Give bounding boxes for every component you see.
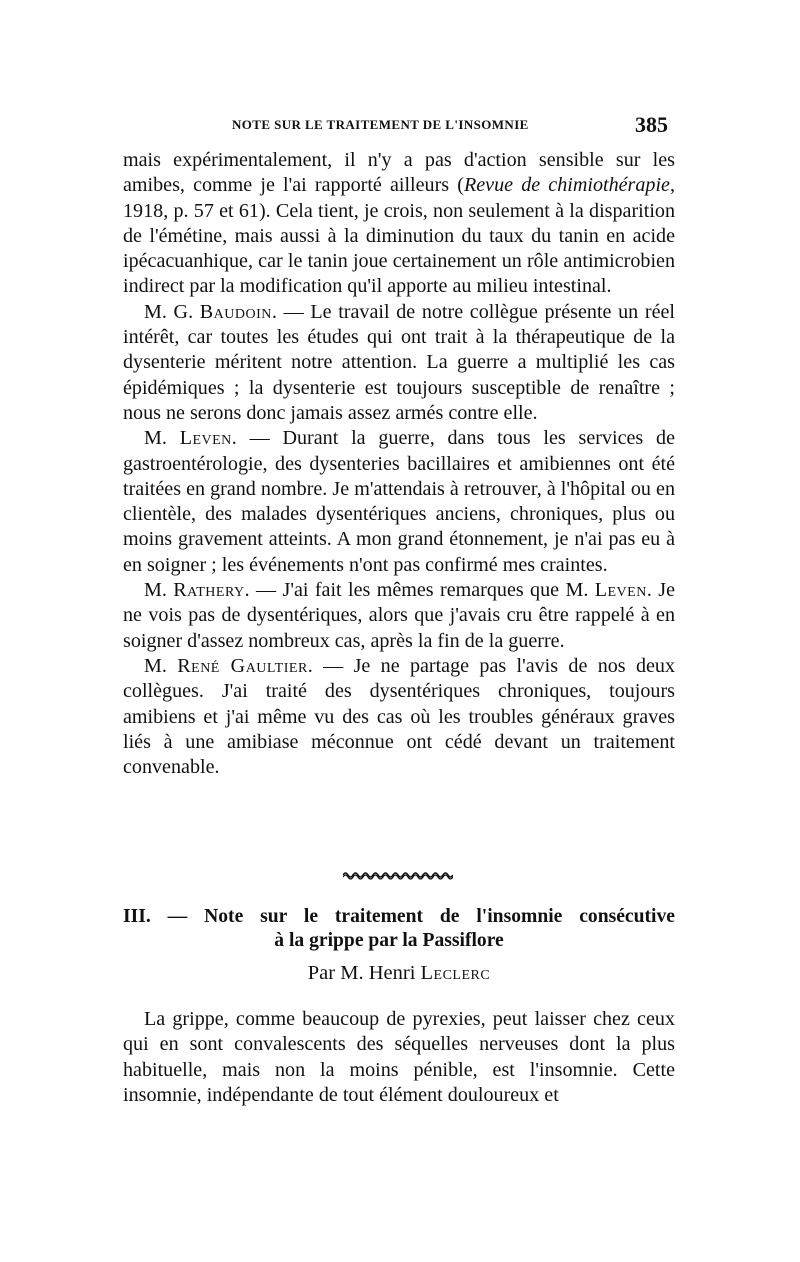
paragraph-baudoin: [123, 300, 675, 426]
section-intro: [123, 1007, 675, 1108]
speaker-prefix: M.: [144, 579, 174, 602]
journal-title: Revue de chimiothérapie: [463, 174, 670, 197]
wavy-divider-ornament: [343, 870, 453, 880]
section-heading-line-2: à la grippe par la Passiflore: [274, 930, 504, 951]
speaker-name: René Gaultier: [177, 654, 308, 677]
running-title: NOTE SUR LE TRAITEMENT DE L'INSOMNIE: [232, 117, 529, 132]
paragraph-text: mais expérimentalement, il n'y a pas d'action sensible sur les amibes, comme je l'ai rapporté ailleurs (: [123, 149, 675, 197]
intro-paragraph: La grippe, comme beaucoup de pyrexies, peut laisser chez ceux qui en sont convalescents des séquelles nerveuses dont la plus habituelle, mais non la moins pénible, est l'insomnie. Cette insomnie, indépendante de tout élément douloureux et: [123, 1008, 675, 1106]
paragraph-leven: [123, 426, 675, 578]
speaker-name: Rathery: [173, 579, 245, 602]
byline-prefix: Par M. Henri: [307, 962, 421, 984]
speaker-prefix: M.: [144, 654, 178, 677]
speaker-name: Leven: [179, 427, 232, 450]
paragraph-text: . — Je ne partage pas l'avis de nos deux collègues. J'ai traité des dysentériques chroniques, toujours amibiens et j'ai même vu des cas où les troubles généraux graves liés à une amibiase méconnue ont cédé devant un traitement convenable.: [123, 654, 676, 779]
paragraph-continuation: [123, 148, 675, 300]
section-heading: [123, 905, 675, 953]
paragraph-gaultier: [123, 654, 675, 780]
paragraph-rathery: [123, 578, 675, 654]
speaker-name: Baudoin: [199, 300, 272, 323]
speaker-prefix: M. G.: [144, 300, 200, 323]
paragraph-text: . Je ne vois pas de dysentériques, alors que j'avais cru être rappelé à en soigner d'assez nombreux cas, après la fin de la guerre.: [123, 579, 675, 652]
paragraph-text: . — Le travail de notre collègue présente un réel intérêt, car toutes les études qui ont trait à la thérapeutique de la dysenterie méritent notre attention. La guerre a multiplié les cas épidémiques ; la dysenterie est toujours susceptible de renaître ; nous ne serons donc jamais assez armés contre elle.: [123, 300, 675, 424]
discussion-text: [123, 148, 675, 780]
speaker-prefix: M.: [144, 427, 180, 450]
paragraph-text: , 1918, p. 57 et 61). Cela tient, je crois, non seulement à la disparition de l'émétine, mais aussi à la diminution du taux du tanin en acide ipécacuanhique, car le tanin joue certainement un rôle antimicrobien indirect par la modification qu'il apporte au milieu intestinal.: [123, 174, 675, 298]
byline: [123, 962, 675, 985]
paragraph-text: . — Durant la guerre, dans tous les services de gastroentérologie, des dysenteries bacillaires et amibiennes ont été traitées en grand nombre. Je m'attendais à retrouver, à l'hôpital ou en clientèle, des malades dysentériques anciens, chroniques, plus ou moins gravement atteints. A mon grand étonnement, je n'ai pas eu à en soigner ; les événements n'ont pas confirmé mes craintes.: [123, 427, 675, 576]
section-heading-line-1: III. — Note sur le traitement de l'insomnie consécutive: [123, 906, 675, 927]
running-head: [232, 112, 668, 139]
byline-author: Leclerc: [420, 962, 491, 984]
page-number: 385: [635, 112, 668, 137]
speaker-name: Leven: [594, 579, 647, 602]
paragraph-text: . — J'ai fait les mêmes remarques que M.: [244, 579, 595, 602]
